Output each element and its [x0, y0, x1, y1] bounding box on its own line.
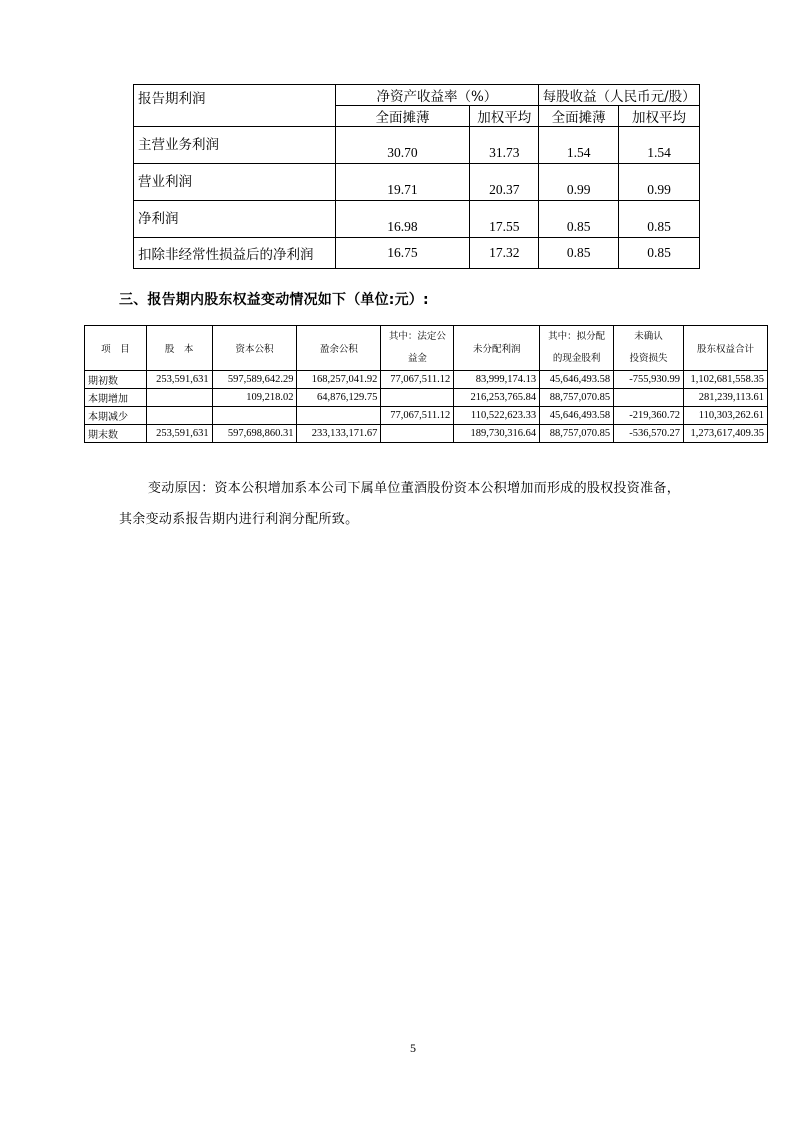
row-label: 本期增加 [85, 389, 147, 407]
cell-value [381, 425, 454, 443]
cell-value: 0.85 [619, 238, 700, 269]
cell-value: 0.85 [539, 201, 619, 238]
row-label: 本期减少 [85, 407, 147, 425]
change-reason-line-1: 变动原因：资本公积增加系本公司下属单位董酒股份资本公积增加而形成的股权投资准备， [148, 481, 681, 496]
cell-value: 88,757,070.85 [540, 389, 614, 407]
cell-value: 0.99 [619, 164, 700, 201]
header-surplus-reserve: 盈余公积 [297, 326, 381, 371]
header-cash-dividend: 其中：拟分配 的现金股利 [540, 326, 614, 371]
page-number: 5 [410, 1041, 416, 1055]
row-label: 营业利润 [134, 164, 336, 201]
cell-value: 233,133,171.67 [297, 425, 381, 443]
cell-value: 110,303,262.61 [683, 407, 767, 425]
cell-value [381, 389, 454, 407]
profit-ratio-table [133, 84, 700, 269]
cell-value: 16.98 [335, 201, 470, 238]
header-roe-weighted: 加权平均 [470, 106, 539, 127]
cell-value: 45,646,493.58 [540, 371, 614, 389]
section-title: 三、报告期内股东权益变动情况如下（单位:元）: [119, 292, 429, 308]
cell-value: 168,257,041.92 [297, 371, 381, 389]
cell-value: 16.75 [335, 238, 470, 269]
header-eps-diluted: 全面摊薄 [539, 106, 619, 127]
cell-value: 1,102,681,558.35 [683, 371, 767, 389]
header-eps-weighted: 加权平均 [619, 106, 700, 127]
cell-value [146, 389, 212, 407]
cell-value: -219,360.72 [614, 407, 684, 425]
cell-value: -536,570.27 [614, 425, 684, 443]
cell-value: 216,253,765.84 [454, 389, 540, 407]
row-label: 净利润 [134, 201, 336, 238]
header-profit-type: 报告期利润 [134, 85, 336, 127]
cell-value [146, 407, 212, 425]
cell-value: 189,730,316.64 [454, 425, 540, 443]
cell-value: 88,757,070.85 [540, 425, 614, 443]
table-row [85, 371, 768, 389]
cell-value: 20.37 [470, 164, 539, 201]
cell-value: 597,589,642.29 [212, 371, 297, 389]
table-row [134, 238, 700, 269]
row-label: 期末数 [85, 425, 147, 443]
cell-value: 0.85 [539, 238, 619, 269]
cell-value: 19.71 [335, 164, 470, 201]
equity-change-table [84, 325, 768, 443]
cell-value: 0.85 [619, 201, 700, 238]
cell-value: 77,067,511.12 [381, 407, 454, 425]
cell-value: 83,999,174.13 [454, 371, 540, 389]
row-label: 扣除非经常性损益后的净利润 [134, 238, 336, 269]
header-roe: 净资产收益率（%） [335, 85, 539, 106]
cell-value: 1.54 [619, 127, 700, 164]
cell-value [614, 389, 684, 407]
table-row [85, 389, 768, 407]
cell-value: 64,876,129.75 [297, 389, 381, 407]
cell-value: 45,646,493.58 [540, 407, 614, 425]
cell-value: -755,930.99 [614, 371, 684, 389]
cell-value: 17.32 [470, 238, 539, 269]
header-share-capital: 股 本 [146, 326, 212, 371]
cell-value: 31.73 [470, 127, 539, 164]
cell-value [212, 407, 297, 425]
header-eps: 每股收益（人民币元/股） [539, 85, 700, 106]
table-row [134, 164, 700, 201]
cell-value: 597,698,860.31 [212, 425, 297, 443]
table-row [85, 407, 768, 425]
cell-value: 109,218.02 [212, 389, 297, 407]
table-row [85, 425, 768, 443]
change-reason-line-2: 其余变动系报告期内进行利润分配所致。 [119, 512, 359, 527]
header-capital-reserve: 资本公积 [212, 326, 297, 371]
header-statutory-fund: 其中：法定公 益金 [381, 326, 454, 371]
header-roe-diluted: 全面摊薄 [335, 106, 470, 127]
cell-value: 30.70 [335, 127, 470, 164]
header-item: 项 目 [85, 326, 147, 371]
header-undistributed-profit: 未分配利润 [454, 326, 540, 371]
cell-value: 0.99 [539, 164, 619, 201]
table-row [134, 127, 700, 164]
cell-value: 17.55 [470, 201, 539, 238]
header-unrecognized-loss: 未确认 投资损失 [614, 326, 684, 371]
cell-value: 110,522,623.33 [454, 407, 540, 425]
table-row [134, 201, 700, 238]
row-label: 期初数 [85, 371, 147, 389]
cell-value: 77,067,511.12 [381, 371, 454, 389]
header-total-equity: 股东权益合计 [683, 326, 767, 371]
cell-value [297, 407, 381, 425]
cell-value: 1,273,617,409.35 [683, 425, 767, 443]
cell-value: 253,591,631 [146, 425, 212, 443]
cell-value: 253,591,631 [146, 371, 212, 389]
cell-value: 1.54 [539, 127, 619, 164]
row-label: 主营业务利润 [134, 127, 336, 164]
cell-value: 281,239,113.61 [683, 389, 767, 407]
